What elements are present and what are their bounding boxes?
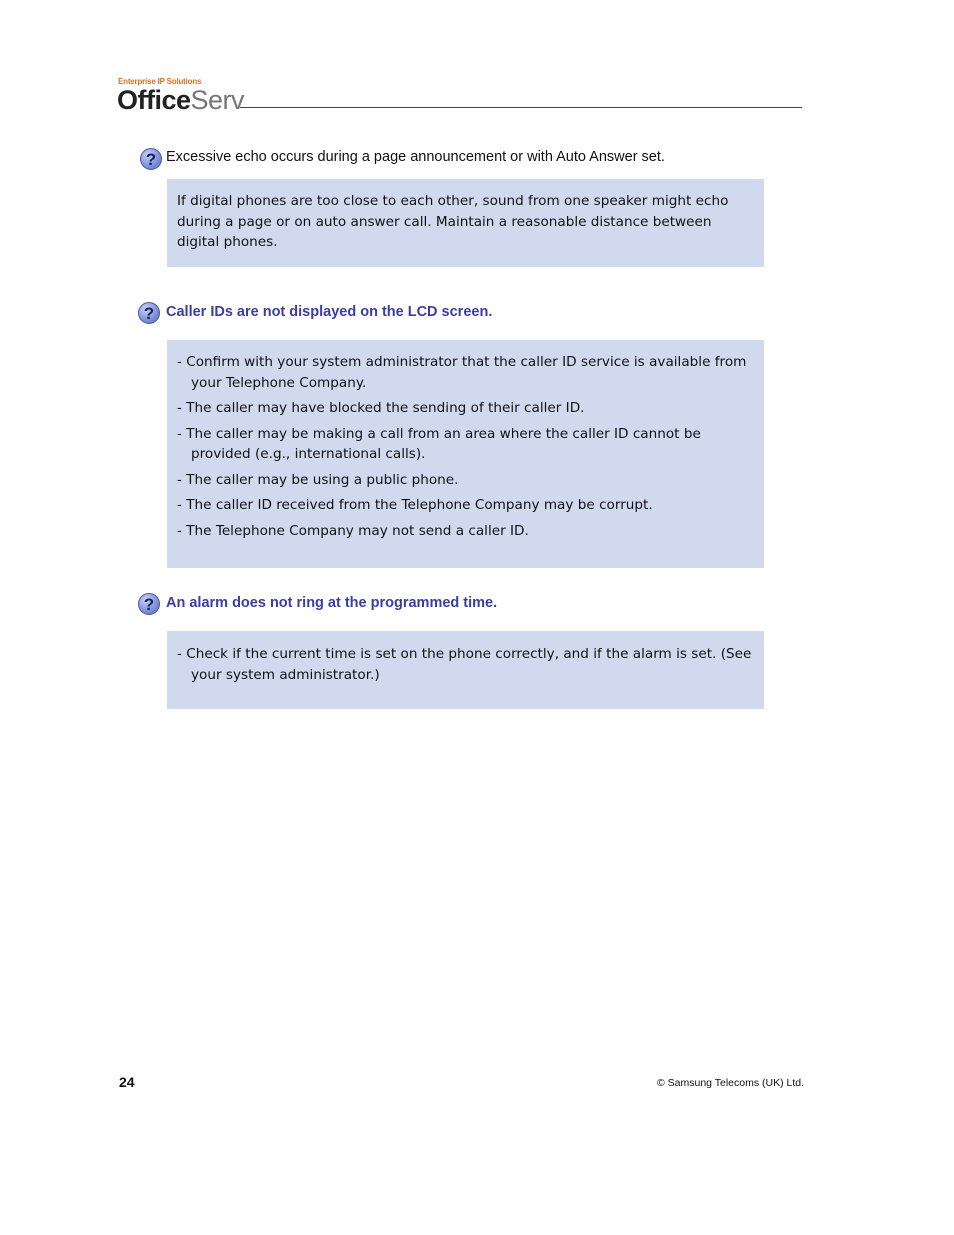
list-item: - The Telephone Company may not send a caller ID.: [177, 522, 529, 539]
header-divider: [240, 107, 802, 108]
answer-box-alarm: [167, 631, 764, 709]
list-item: - The caller may have blocked the sending of their caller ID.: [177, 400, 585, 416]
logo-office-text: Office: [117, 85, 191, 115]
answer-box-caller-id: [167, 340, 764, 568]
page-number: 24: [119, 1074, 135, 1090]
list-item: - The caller may be using a public phone.: [177, 471, 459, 488]
question-caller-id: Caller IDs are not displayed on the LCD screen.: [166, 304, 493, 320]
question-mark-icon: ?: [138, 302, 160, 324]
question-mark-icon: ?: [140, 148, 162, 170]
answer-list-caller-id: [177, 352, 754, 541]
question-mark-icon: ?: [138, 593, 160, 615]
answer-list-alarm: [177, 644, 754, 685]
answer-box-echo: [167, 179, 764, 267]
list-item: - The caller may be making a call from an area where the caller ID cannot be provided (e.g., international calls).: [177, 425, 701, 462]
copyright-notice: © Samsung Telecoms (UK) Ltd.: [656, 1077, 804, 1089]
logo-tagline: Enterprise IP Solutions: [118, 77, 202, 86]
question-alarm: An alarm does not ring at the programmed time.: [166, 595, 498, 611]
question-echo: Excessive echo occurs during a page announcement or with Auto Answer set.: [166, 149, 665, 165]
answer-echo-text: If digital phones are too close to each other, sound from one speaker might echo during a page or on auto answer call. Maintain a reasonable distance between digital phones.: [177, 193, 729, 250]
list-item: - Confirm with your system administrator that the caller ID service is available from your Telephone Company.: [177, 354, 747, 391]
list-item: - The caller ID received from the Telephone Company may be corrupt.: [177, 497, 653, 513]
list-item: - Check if the current time is set on the phone correctly, and if the alarm is set. (See your system administrator.): [177, 646, 752, 683]
logo-serv-text: Serv: [190, 85, 245, 115]
officeserv-logo: [117, 84, 244, 116]
